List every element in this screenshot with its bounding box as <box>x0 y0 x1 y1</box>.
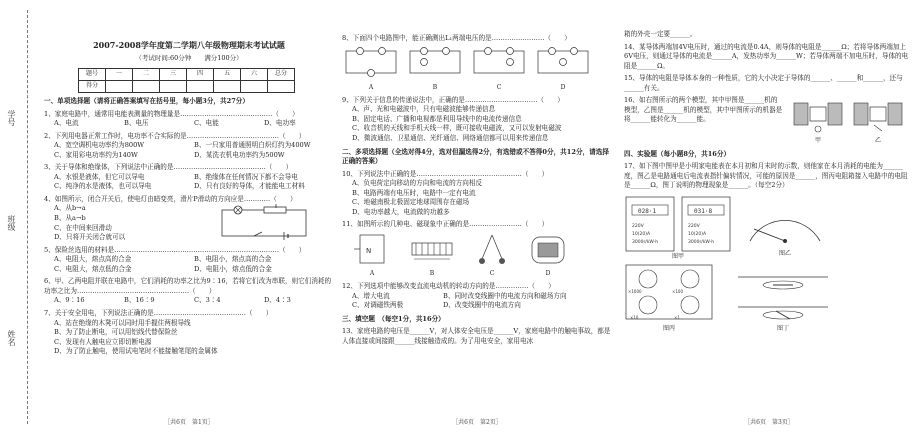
question-12: 12、下列选项中能够改变直流电动机的转动方向的是……………（ ） <box>342 282 555 291</box>
option: D、电功率越大，电流做的功越多 <box>352 207 450 216</box>
figure-label: 甲 <box>814 136 821 144</box>
question-17-figures-top <box>624 195 914 262</box>
section-1-heading: 一、单项选择题（请将正确答案填写在括号里，每小题3分，共27分） <box>44 97 249 106</box>
score-cell[interactable] <box>106 81 133 93</box>
question-15: 15、导体的电阻是导体本身的一种性质，它的大小决定于导体的______、______和______，还与______有关。 <box>624 74 903 92</box>
pendulum-figure <box>472 233 512 279</box>
option: B、同时改变线圈中的电流方向和磁场方向 <box>443 291 567 300</box>
score-cell: 五 <box>214 69 241 81</box>
score-cell: 一 <box>106 69 133 81</box>
margin-label-name: 姓名 <box>7 330 16 346</box>
figure-label: A <box>369 270 375 278</box>
question-3-options <box>44 173 334 192</box>
column-page-2 <box>342 0 612 434</box>
circuit-d-icon <box>534 47 592 81</box>
option: A、从b→a <box>54 204 86 213</box>
question-9-options <box>342 105 612 143</box>
question-13: 13、家庭电路的电压是______V，对人体安全电压是______V，家庭电路中的触电事故，都是人体直接或间接跟______线接触造成的。为了用电安全，家用电冰 <box>342 327 611 345</box>
score-cell[interactable] <box>160 81 187 93</box>
option: C、3∶4 <box>194 296 221 305</box>
circuit-b-icon <box>406 47 464 81</box>
score-cell: 得分 <box>79 81 106 93</box>
question-8-figures <box>342 47 612 93</box>
question-8: 8、下面四个电路图中，能正确测出L₁两端电压的是……………………（ ） <box>342 34 571 42</box>
svg-text:220V: 220V <box>688 223 700 229</box>
model-figure <box>790 97 846 145</box>
motor-figure <box>526 233 570 279</box>
score-cell: 四 <box>187 69 214 81</box>
option: A、宽空调机电功率约为800W <box>54 141 145 150</box>
solenoid-figure <box>406 233 458 279</box>
svg-text:3000r/kW·h: 3000r/kW·h <box>632 239 659 245</box>
option: D、某洗衣机电功率约为500W <box>194 150 285 159</box>
score-cell[interactable] <box>133 81 160 93</box>
svg-text:10(20)A: 10(20)A <box>632 231 651 237</box>
question-11-figures <box>342 233 612 279</box>
question-1: 1、家庭电路中，通常用电能表测量的物理量是……………………………………（ ） <box>44 109 299 118</box>
resistance-box-icon <box>624 263 714 321</box>
question-3: 3、关于导体和绝缘体，下列说法中正确的是……………………………………（ ） <box>44 163 293 172</box>
score-cell[interactable] <box>268 81 295 93</box>
question-14: 14、某导体两端加4V电压时，通过的电流是0.4A，则导体的电阻是______Ω；若将导体两端加上6V电压，则通过导体的电流是______A，发热功率为______W；若导体两端不加电压时，导体的电阻是______Ω。 <box>624 42 909 70</box>
question-16: 16、如右图所示的两个模型，其中甲图是______机的模型，乙图是______机的模型，其中甲图所示的机器是将______能转化为______能。 <box>624 96 783 124</box>
question-4-block <box>44 204 334 242</box>
dashed-cut-line <box>27 10 28 424</box>
question-9: 9、下列关于信息的传递说法中，正确的是……………………………（ ） <box>342 95 564 104</box>
compass-experiment-figure <box>728 263 838 333</box>
figure-label: 图乙 <box>778 250 791 258</box>
option: D、4∶3 <box>264 296 291 305</box>
ammeter-figure <box>740 195 830 262</box>
option: A、水银是液体，但它可以导电 <box>54 172 145 181</box>
oersted-experiment-icon <box>728 263 838 321</box>
figure-label: 图丙 <box>662 324 675 332</box>
figure-label: D <box>560 84 566 92</box>
question-4: 4、如图所示，闭合开关后，使电灯由暗变亮，滑片P滑动的方向应是…………（ ） <box>44 194 297 203</box>
svg-text:×1000: ×1000 <box>628 289 642 295</box>
question-11: 11、如图所示的几种电、磁现象中正确的是……………………（ ） <box>342 220 549 229</box>
option: D、电功率 <box>264 119 296 128</box>
option: B、电阻小，熔点高的合金 <box>194 255 272 264</box>
exam-subtitle: （考试时间:60分钟 满分100分） <box>135 53 243 62</box>
option: A、9∶16 <box>54 296 85 305</box>
column-page-3 <box>624 0 914 434</box>
solenoid-icon <box>406 233 458 267</box>
question-5: 5、保险丝选用的材料是…………………………………………………………………（ ） <box>44 245 306 254</box>
energy-meter-icon <box>680 195 732 253</box>
score-cell: 总分 <box>268 69 295 81</box>
question-16-block <box>624 93 914 145</box>
question-17-figures-bottom <box>624 263 914 333</box>
option: B、固定电话、广播和电视都是利用导线中的电流传递信息 <box>352 114 522 123</box>
meter-pair <box>624 195 732 253</box>
column-page-1 <box>44 0 334 434</box>
question-2: 2、下列用电器正常工作时，电功率不合实际的是……………………………………（ ） <box>44 131 306 140</box>
figure-label: A <box>368 84 374 92</box>
score-cell[interactable] <box>241 81 268 93</box>
question-17: 17、如下图中图甲是小明家电能表在本月初和月末时的示数，则他家在本月消耗的电能为______度，图乙是电路通电后电流表指针偏转情况，可能的原因是______，图丙电阻箱接入电路中的电阻是______Ω，图丁说明的物理现象是______。（每空2分） <box>624 162 908 190</box>
page-footer: ［共6页 第2页］ <box>452 419 502 427</box>
score-cell[interactable] <box>187 81 214 93</box>
question-1-options <box>44 119 334 129</box>
binding-margin <box>0 0 40 434</box>
margin-label-class: 班级 <box>7 215 16 231</box>
circuit-diagram-icon <box>214 204 314 242</box>
option: C、电阻大，熔点低的合金 <box>54 264 132 273</box>
question-16-figures <box>790 97 906 145</box>
option: D、只将开关闭合就可以 <box>54 233 126 242</box>
circuit-c-icon <box>470 47 528 81</box>
ammeter-dial-icon <box>740 195 830 247</box>
option: C、收音机的天线和手机天线一样，既可接收电磁波，又可以发射电磁波 <box>352 124 562 133</box>
option: A、站在绝缘的木凳可以同时用手握住两根导线 <box>54 318 191 327</box>
section-3-heading: 三、填空题 （每空1分，共16分） <box>342 314 445 323</box>
figure-label: 图甲 <box>671 252 684 260</box>
option: B、电压 <box>124 119 149 128</box>
option: A、声、光和电磁波中，只有电磁波能够传递信息 <box>352 105 496 114</box>
energy-meter-icon <box>624 195 676 253</box>
score-cell[interactable] <box>214 81 241 93</box>
question-6-options <box>44 296 334 306</box>
option: A、负电荷定向移动的方向和电流的方向相反 <box>352 179 483 188</box>
question-7: 7、关于安全用电，下列说法正确的是……………………………………（ ） <box>44 308 273 317</box>
option: C、发现有人触电应立即切断电源 <box>54 337 152 346</box>
figure-label: C <box>496 84 502 92</box>
meter-reading-start: 028·1 <box>638 207 657 215</box>
circuit-figure <box>470 47 528 93</box>
score-cell: 三 <box>160 69 187 81</box>
page-footer: ［共6页 第1页］ <box>164 419 214 427</box>
magnet-figure <box>352 233 392 279</box>
model-figure <box>850 97 906 145</box>
option: A、增大电流 <box>352 291 390 300</box>
svg-text:N: N <box>366 246 372 255</box>
page-footer: ［共6页 第3页］ <box>744 419 794 427</box>
question-12-options <box>342 292 612 311</box>
svg-text:220V: 220V <box>632 223 644 229</box>
exam-title: 2007-2008学年度第二学期八年级物理期末考试试题 <box>93 40 285 50</box>
figure-label: 图丁 <box>776 324 789 332</box>
figure-label: B <box>432 84 438 92</box>
motor-model-icon <box>850 97 906 133</box>
motor-icon <box>526 233 570 267</box>
option: A、电阻大，熔点高的合金 <box>54 255 132 264</box>
svg-text:×10: ×10 <box>630 315 639 321</box>
circuit-a-icon <box>342 47 400 81</box>
score-table <box>78 68 295 93</box>
svg-text:10(20)A: 10(20)A <box>688 231 707 237</box>
meter-reading-end: 031·8 <box>694 207 713 215</box>
svg-text:3000r/kW·h: 3000r/kW·h <box>688 239 715 245</box>
question-7-options <box>44 319 334 357</box>
question-5-options <box>44 255 334 274</box>
question-10-options <box>342 179 612 217</box>
question-2-options <box>44 141 334 160</box>
figure-label: 乙 <box>874 136 881 144</box>
svg-text:×100: ×100 <box>672 289 683 295</box>
figure-label: D <box>545 270 551 278</box>
circuit-figure <box>406 47 464 93</box>
circuit-figure <box>534 47 592 93</box>
option: B、从a→b <box>54 214 86 223</box>
section-2-heading: 二、多项选择题（全选对得4分，选对但漏选得2分，有选错或不答得0分，共12分，请选择正确的答案） <box>342 147 609 166</box>
option: D、改变线圈中的电流方向 <box>443 301 521 310</box>
option: D、只有良好的导体，才能能电工材料 <box>194 182 305 191</box>
energy-meter-figure <box>624 195 732 262</box>
question-6: 6、甲、乙两电阻并联在电路中，它们消耗的功率之比为9∶16，若将它们改为串联，则它们消耗的功率之比为……………………………………………（ ） <box>44 277 332 295</box>
score-cell: 二 <box>133 69 160 81</box>
resistance-box-figure <box>624 263 714 333</box>
option: D、微波通信、卫星通信、光纤通信、网络通信都可以用来传递信息 <box>352 133 549 142</box>
svg-text:×1: ×1 <box>674 315 680 321</box>
circuit-figure <box>342 47 400 93</box>
question-4-options <box>44 204 214 242</box>
option: B、电路两端有电压时，电路中一定有电流 <box>352 188 476 197</box>
margin-label-id: 学号 <box>7 110 16 126</box>
option: C、地磁南极北极固定地球周围存在磁场 <box>352 198 470 207</box>
figure-label: B <box>429 270 435 278</box>
option: C、对调磁铁两极 <box>352 301 404 310</box>
option: C、家用彩电功率约为140W <box>54 150 138 159</box>
section-4-heading: 四、实验题（每小题8分，共16分） <box>624 149 731 158</box>
score-cell: 题号 <box>79 69 106 81</box>
question-13-continued: 箱的外壳一定要______。 <box>624 30 697 38</box>
pendulum-icon <box>472 233 512 267</box>
option: B、绝缘体在任何情况下都不会导电 <box>194 172 298 181</box>
option: D、电阻小，熔点低的合金 <box>194 264 272 273</box>
option: B、一只家用普通照明白炽灯约为400W <box>194 141 311 150</box>
option: B、16∶9 <box>124 296 155 305</box>
figure-label: C <box>489 270 495 278</box>
score-cell: 六 <box>241 69 268 81</box>
option: A、电流 <box>54 119 79 128</box>
option: C、纯净的水是液体，也可以导电 <box>54 182 152 191</box>
option: D、为了防止触电，使用试电笔时不能接触笔尾的金属体 <box>54 347 218 356</box>
question-10: 10、下列说法中正确的是…………………………………………（ ） <box>342 169 549 178</box>
option: B、为了防止断电，可以用铝线代替保险丝 <box>54 328 178 337</box>
option: C、在中间来回滑动 <box>54 223 112 232</box>
compass-magnet-icon <box>352 233 392 267</box>
generator-model-icon <box>790 97 846 133</box>
option: C、电能 <box>194 119 219 128</box>
